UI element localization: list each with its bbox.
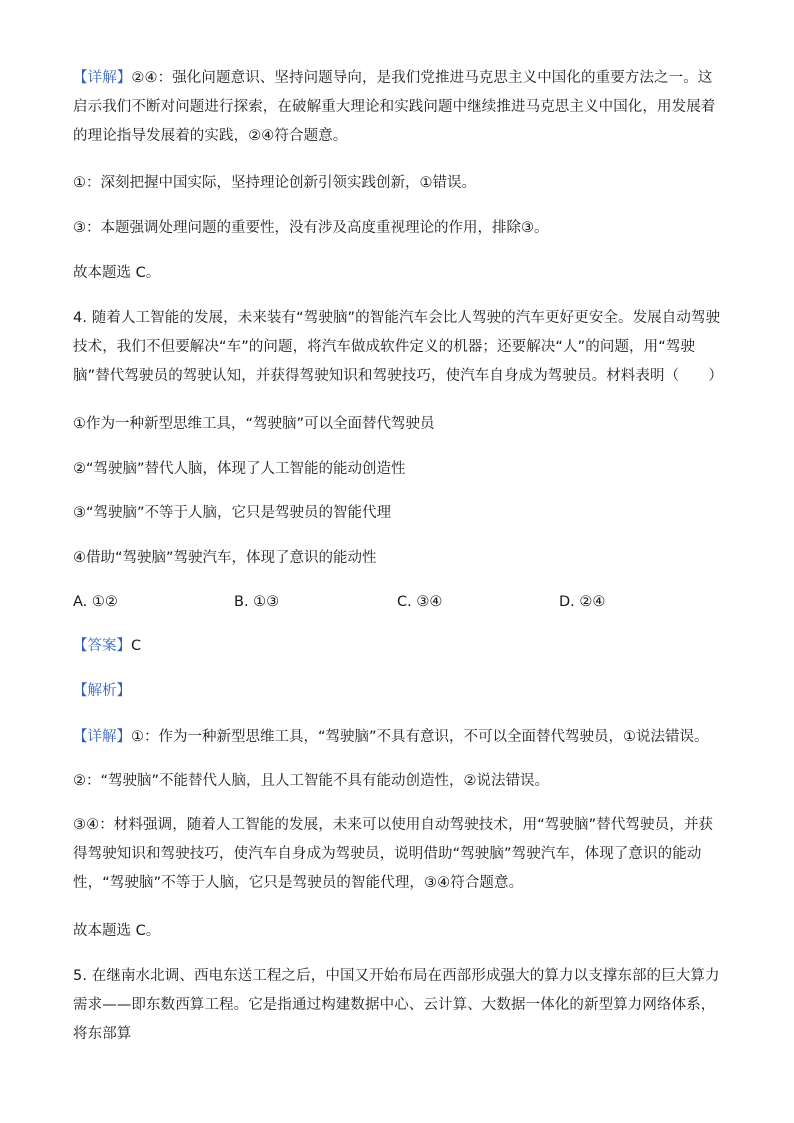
q4-option-c: C. ③④	[397, 594, 443, 610]
q3-detail-paragraph	[73, 64, 725, 151]
q4-option-d: D. ②④	[559, 594, 606, 610]
q4-statement-1: ①作为一种新型思维工具，“驾驶脑”可以全面替代驾驶员	[73, 416, 435, 432]
q5-stem: 5. 在继南水北调、西电东送工程之后，中国又开始布局在西部形成强大的算力以支撑东部的巨大算力需求——即东数西算工程。它是指通过构建数据中心、云计算、大数据一体化的新型算力网络体系，将东部算	[73, 968, 720, 1042]
q4-statement-4: ④借助“驾驶脑”驾驶汽车，体现了意识的能动性	[73, 550, 377, 566]
detail-tag: 【详解】	[73, 70, 132, 86]
analysis-tag: 【解析】	[73, 683, 131, 699]
q4-detail-text-1: ①：作为一种新型思维工具，“驾驶脑”不具有意识，不可以全面替代驾驶员，①说法错误。	[131, 729, 709, 745]
q4-option-b: B. ①③	[234, 594, 280, 610]
answer-value: C	[131, 638, 142, 654]
q4-answer	[73, 636, 141, 656]
q3-conclusion: 故本题选 C。	[73, 265, 161, 281]
q4-conclusion: 故本题选 C。	[73, 923, 161, 939]
detail-tag: 【详解】	[73, 729, 131, 745]
answer-tag: 【答案】	[73, 638, 131, 654]
q3-statement-3-analysis: ③：本题强调处理问题的重要性，没有涉及高度重视理论的作用，排除③。	[73, 220, 549, 236]
q3-statement-1-analysis: ①：深刻把握中国实际，坚持理论创新引领实践创新，①错误。	[73, 175, 476, 191]
q3-detail-text: ②④：强化问题意识、坚持问题导向，是我们党推进马克思主义中国化的重要方法之一。这启示我们不断对问题进行探索，在破解重大理论和实践问题中继续推进马克思主义中国化，用发展着的理论指导发展着的实践，②④符合题意。	[73, 70, 716, 144]
q4-statement-2: ②“驾驶脑”替代人脑，体现了人工智能的能动创造性	[73, 461, 406, 477]
q4-analysis-heading	[73, 681, 131, 701]
q4-detail-line-1	[73, 727, 709, 747]
q4-option-a: A. ①②	[73, 594, 118, 610]
q4-stem: 4. 随着人工智能的发展，未来装有“驾驶脑”的智能汽车会比人驾驶的汽车更好更安全。发展自动驾驶技术，我们不但要解决“车”的问题，将汽车做成软件定义的机器；还要解决“人”的问题，用“驾驶脑”替代驾驶员的驾驶认知，并获得驾驶知识和驾驶技巧，使汽车自身成为驾驶员。材料表明（ ）	[73, 310, 724, 384]
q4-detail-paragraph-3: ③④：材料强调，随着人工智能的发展，未来可以使用自动驾驶技术，用“驾驶脑”替代驾驶员，并获得驾驶知识和驾驶技巧，使汽车自身成为驾驶员，说明借助“驾驶脑”驾驶汽车，体现了意识的能动性，“驾驶脑”不等于人脑，它只是驾驶员的智能代理，③④符合题意。	[73, 817, 714, 891]
q4-statement-3: ③“驾驶脑”不等于人脑，它只是驾驶员的智能代理	[73, 505, 392, 521]
q4-detail-line-2: ②：“驾驶脑”不能替代人脑，且人工智能不具有能动创造性，②说法错误。	[73, 773, 550, 789]
